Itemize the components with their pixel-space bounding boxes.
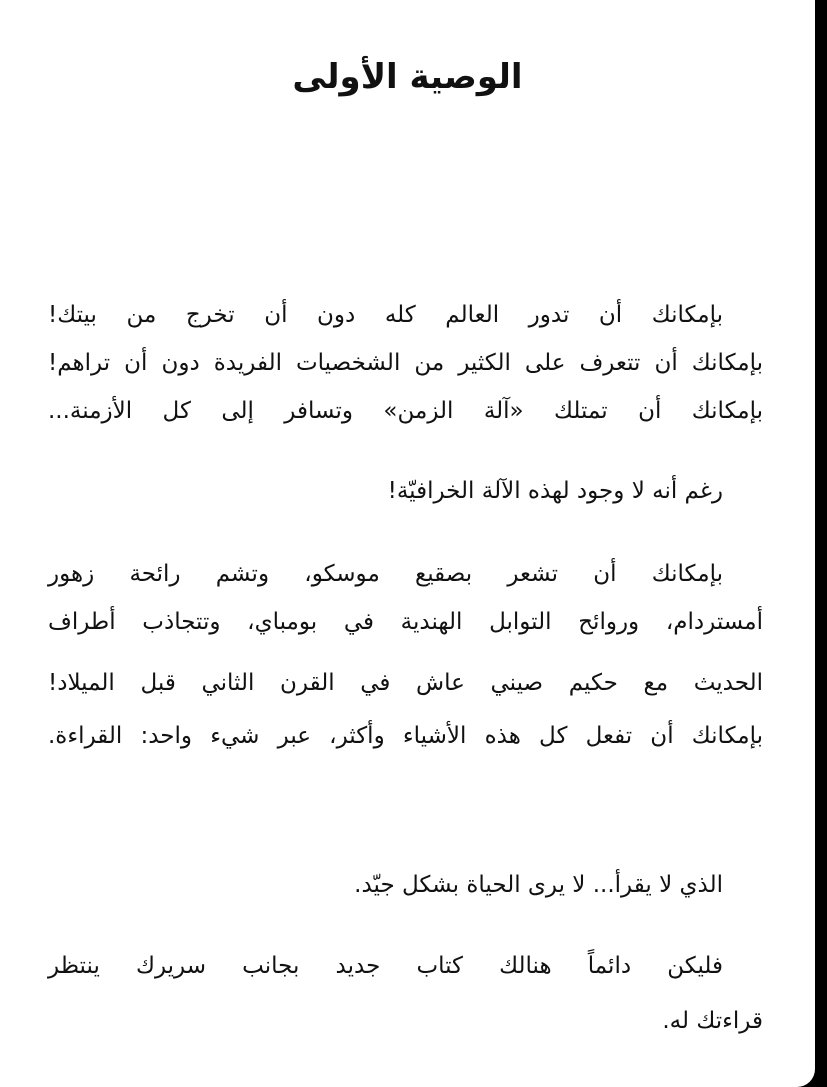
text-line: قراءتك له.: [662, 1008, 763, 1034]
text-line: فليكن دائماً هنالك كتاب جديد بجانب سريرك ينتظر: [48, 953, 723, 979]
text-line: رغم أنه لا وجود لهذه الآلة الخرافيّة!: [387, 478, 723, 504]
text-line: الذي لا يقرأ... لا يرى الحياة بشكل جيّد.: [354, 872, 723, 898]
text-line: بإمكانك أن تفعل كل هذه الأشياء وأكثر، عبر شيء واحد: القراءة.: [48, 723, 763, 749]
text-line: بإمكانك أن تمتلك «آلة الزمن» وتسافر إلى كل الأزمنة...: [48, 398, 763, 424]
text-line: بإمكانك أن تدور العالم كله دون أن تخرج من بيتك!: [48, 302, 723, 328]
page-title: الوصية الأولى: [292, 57, 523, 97]
text-line: أمستردام، وروائح التوابل الهندية في بومباي، وتتجاذب أطراف: [48, 609, 763, 635]
text-line: بإمكانك أن تشعر بصقيع موسكو، وتشم رائحة زهور: [48, 561, 723, 587]
text-line: بإمكانك أن تتعرف على الكثير من الشخصيات الفريدة دون أن تراهم!: [48, 350, 763, 376]
text-line: الحديث مع حكيم صيني عاش في القرن الثاني قبل الميلاد!: [48, 670, 763, 696]
